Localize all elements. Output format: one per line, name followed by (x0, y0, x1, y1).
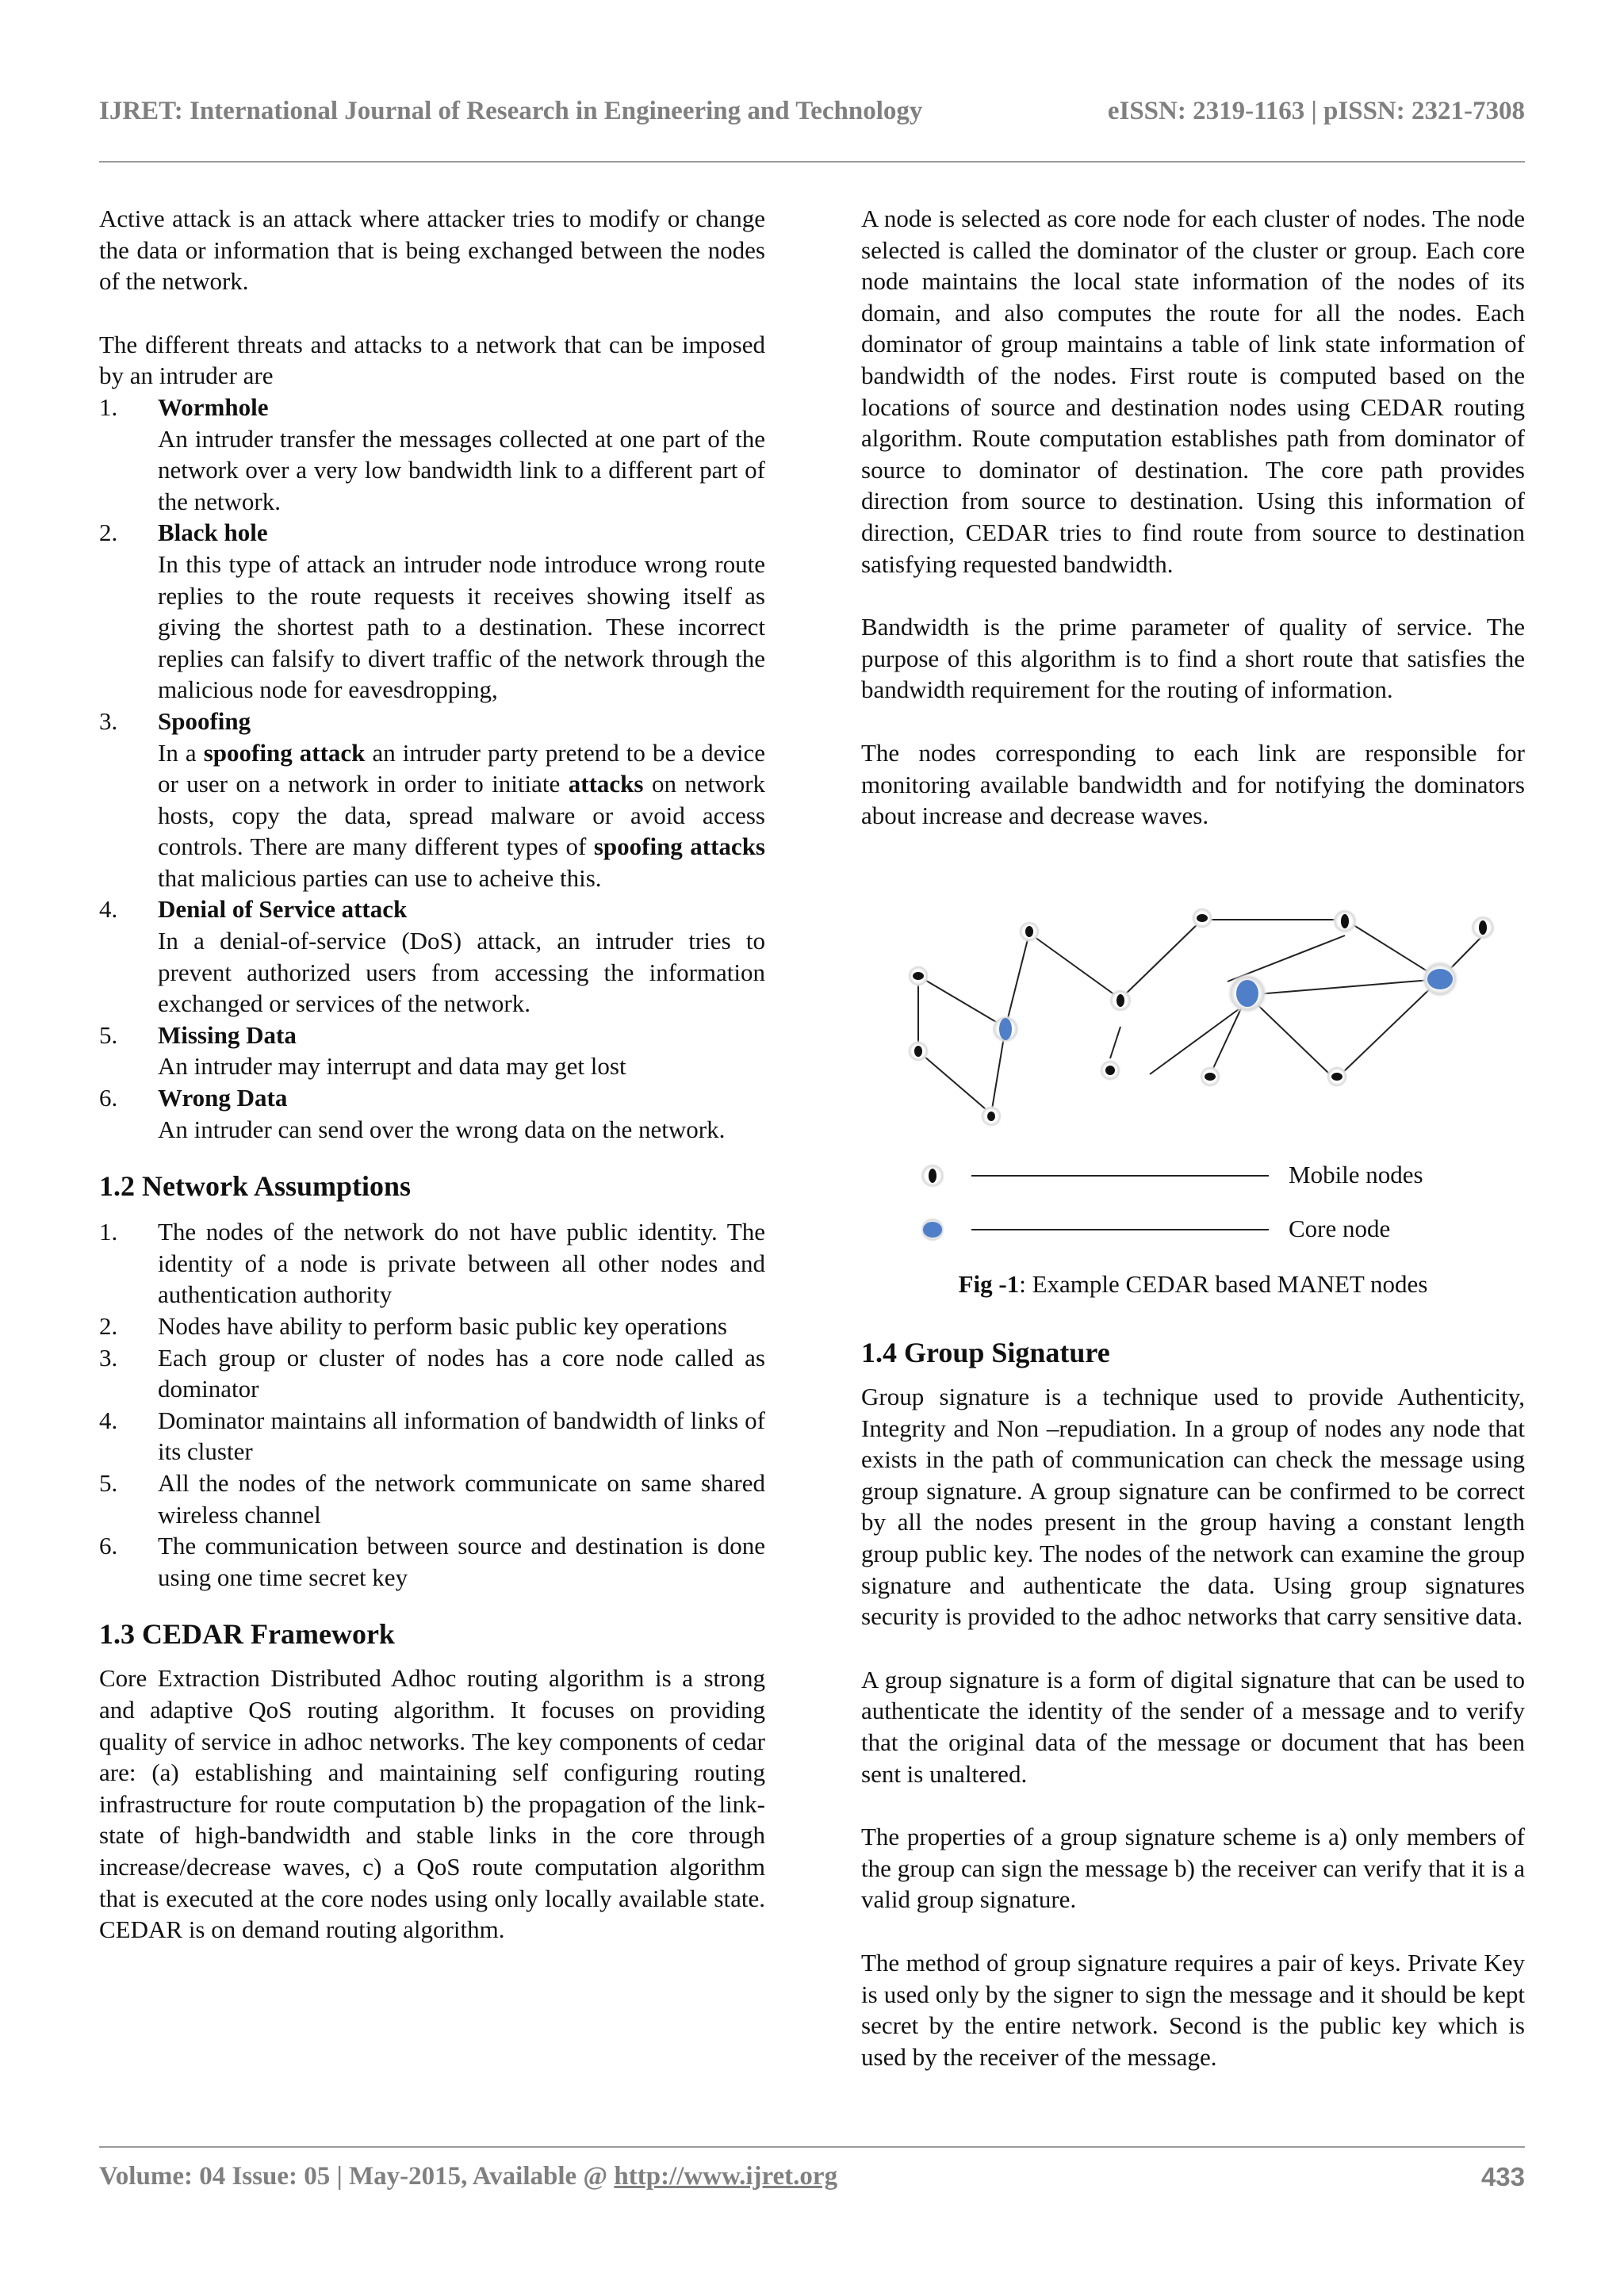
threat-item: 2. Black hole In this type of attack an intruder node introduce wrong route replies to the route requests it receives showing itself as giving the shortest path to a destination. These incorrect replies can falsify to divert traffic of the network through the malicious node for eavesdropping, (99, 517, 765, 706)
monitoring-paragraph: The nodes corresponding to each link are responsible for monitoring available bandwidth and for notifying the dominators about increase and decrease waves. (861, 738, 1525, 830)
left-column (99, 203, 765, 1946)
page-number: 433 (1480, 2162, 1525, 2191)
figure-caption: Fig -1: Example CEDAR based MANET nodes (958, 1270, 1428, 1298)
running-footer (99, 2162, 1525, 2191)
section-heading-network-assumptions: 1.2 Network Assumptions (99, 1170, 412, 1203)
threat-title: Black hole (158, 519, 268, 547)
threat-text: An intruder transfer the messages collected at one part of the network over a very low bandwidth link to a different part of the network. (158, 424, 765, 515)
section-heading-group-signature: 1.4 Group Signature (861, 1337, 1110, 1368)
footer-volume: Volume: 04 Issue: 05 | May-2015, Available @ (99, 2162, 615, 2191)
threat-item: 5. Missing Data An intruder may interrupt and data may get lost (99, 1020, 765, 1082)
threat-item: 3. Spoofing In a spoofing attack an intruder party pretend to be a device or user on a network in order to initiate attacks on network hosts, copy the data, spread malware or avoid access controls. There are many different types of spoofing attacks that malicious parties can use to acheive this. (99, 706, 765, 894)
network-nodes (907, 907, 1496, 1127)
cedar-paragraph: Core Extraction Distributed Adhoc routing algorithm is a strong and adaptive QoS routing algorithm. It focuses on providing quality of service in adhoc networks. The key components of cedar are: (a) establishing and maintaining self configuring routing infrastructure for route computation b) the propagation of the link-state of high-bandwidth and stable links in the core through increase/decrease waves, c) a QoS route computation algorithm that is executed at the core nodes using only locally available state. CEDAR is on demand routing algorithm. (99, 1664, 765, 1944)
mobile-node (1191, 907, 1213, 929)
core-node (991, 1015, 1020, 1043)
threat-text: In a spoofing attack an intruder party pretend to be a device or user on a network in order to initiate attacks on network hosts, copy the data, spread malware or avoid access controls. There are many different types of spoofing attacks that malicious parties can use to acheive this. (158, 738, 765, 892)
header-rule (99, 161, 1525, 163)
threats-intro: The different threats and attacks to a network that can be imposed by an intruder are (99, 330, 765, 390)
assumption-item: 1. The nodes of the network do not have public identity. The identity of a node is private between all other nodes and authentication authority (99, 1218, 765, 1309)
core-node-paragraph: A node is selected as core node for each cluster of nodes. The node selected is called the dominator of the cluster or group. Each core node maintains the local state information of the nodes of its domain, and also computes the route for all the nodes. Each dominator of group maintains a table of link state information of bandwidth of the nodes. First route is computed based on the locations of source and destination nodes using CEDAR routing algorithm. Route computation establishes path from dominator of source to dominator of destination. The core path provides direction from source to destination. Using this information of direction, CEDAR tries to find route from source to destination satisfying requested bandwidth. (861, 205, 1525, 578)
right-column-top (861, 203, 1525, 832)
threat-text: An intruder may interrupt and data may get lost (158, 1052, 626, 1081)
threat-title: Denial of Service attack (158, 895, 408, 924)
mobile-node (1018, 920, 1040, 943)
threat-title: Spoofing (158, 706, 251, 735)
assumption-item: 6. The communication between source and destination is done using one time secret key (99, 1532, 765, 1591)
threat-title: Wrong Data (158, 1084, 288, 1112)
mobile-node (907, 1040, 929, 1062)
threat-text: An intruder can send over the wrong data on the network. (158, 1115, 726, 1143)
mobile-node (1199, 1066, 1221, 1088)
threat-item: 4. Denial of Service attack In a denial-of-service (DoS) attack, an intruder tries to prevent authorized users from accessing the information exchanged or services of the network. (99, 894, 765, 1019)
legend-mobile-nodes: Mobile nodes (1289, 1161, 1423, 1188)
group-signature-paragraph-4: The method of group signature requires a pair of keys. Private Key is used only by the signer to sign the message and it should be kept secret by the entire network. Second is the public key which is used by the receiver of the message. (861, 1948, 1525, 2071)
threat-title: Missing Data (158, 1020, 297, 1049)
cedar-network-figure (896, 904, 1522, 1261)
core-node-legend-icon (923, 1222, 942, 1238)
threat-text: In a denial-of-service (DoS) attack, an intruder tries to prevent authorized users from accessing the information exchanged or services of the network. (158, 927, 765, 1018)
core-node (1227, 973, 1268, 1014)
mobile-node (907, 965, 929, 987)
threat-text: In this type of attack an intruder node introduce wrong route replies to the route requests it receives showing itself as giving the shortest path to a destination. These incorrect replies can falsify to divert traffic of the network through the malicious node for eavesdropping, (158, 549, 765, 704)
footer-rule (99, 2146, 1525, 2148)
core-node (1421, 960, 1459, 998)
journal-link[interactable]: http://www.ijret.org (614, 2162, 838, 2191)
group-signature-paragraph-2: A group signature is a form of digital signature that can be used to authenticate the identity of the sender of a message and to verify that the original data of the message or document that has been sent is unaltered. (861, 1665, 1525, 1788)
assumption-item: 5. All the nodes of the network communicate on same shared wireless channel (99, 1468, 765, 1529)
mobile-node (1470, 915, 1496, 940)
mobile-node (1099, 1059, 1121, 1081)
bandwidth-paragraph: Bandwidth is the prime parameter of quality of service. The purpose of this algorithm is to find a short route that satisfies the bandwidth requirement for the routing of information. (861, 613, 1525, 704)
assumption-item: 2. Nodes have ability to perform basic public key operations (99, 1312, 727, 1340)
issn: eISSN: 2319-1163 | pISSN: 2321-7308 (1107, 97, 1525, 125)
mobile-node (1109, 989, 1132, 1012)
assumption-item: 4. Dominator maintains all information of bandwidth of links of its cluster (99, 1406, 765, 1466)
group-signature-paragraph-1: Group signature is a technique used to provide Authenticity, Integrity and Non –repudiation. In a group of nodes any node that exists in the path of communication can check the message using group signature. A group signature can be confirmed to be correct by all the nodes present in the group having a constant length group public key. The nodes of the network can examine the group signature and authenticate the data. Using group signatures security is provided to the adhoc networks that carry sensitive data. (861, 1383, 1525, 1631)
running-header (99, 97, 1525, 138)
group-signature-paragraph-3: The properties of a group signature scheme is a) only members of the group can sign the message b) the receiver can verify that it is a valid group signature. (861, 1823, 1525, 1914)
figure-legend (920, 1161, 1423, 1242)
right-column-bottom (861, 1335, 1525, 2072)
threat-item: 1. Wormhole An intruder transfer the messages collected at one part of the network over a very low bandwidth link to a different part of the network. (99, 392, 765, 517)
threat-item: 6. Wrong Data An intruder can send over the wrong data on the network. (99, 1082, 765, 1145)
mobile-node (1332, 909, 1358, 934)
threat-title: Wormhole (158, 392, 269, 421)
mobile-node-legend-icon (929, 1169, 936, 1183)
section-heading-cedar-framework: 1.3 CEDAR Framework (99, 1618, 395, 1651)
legend-core-node: Core node (1289, 1215, 1391, 1242)
mobile-node (980, 1105, 1002, 1127)
active-attack-paragraph: Active attack is an attack where attacker tries to modify or change the data or information that is being exchanged between the nodes of the network. (99, 205, 765, 296)
journal-title: IJRET: International Journal of Research in Engineering and Technology (99, 97, 923, 125)
mobile-node (1326, 1066, 1348, 1088)
assumption-item: 3. Each group or cluster of nodes has a core node called as dominator (99, 1343, 765, 1403)
